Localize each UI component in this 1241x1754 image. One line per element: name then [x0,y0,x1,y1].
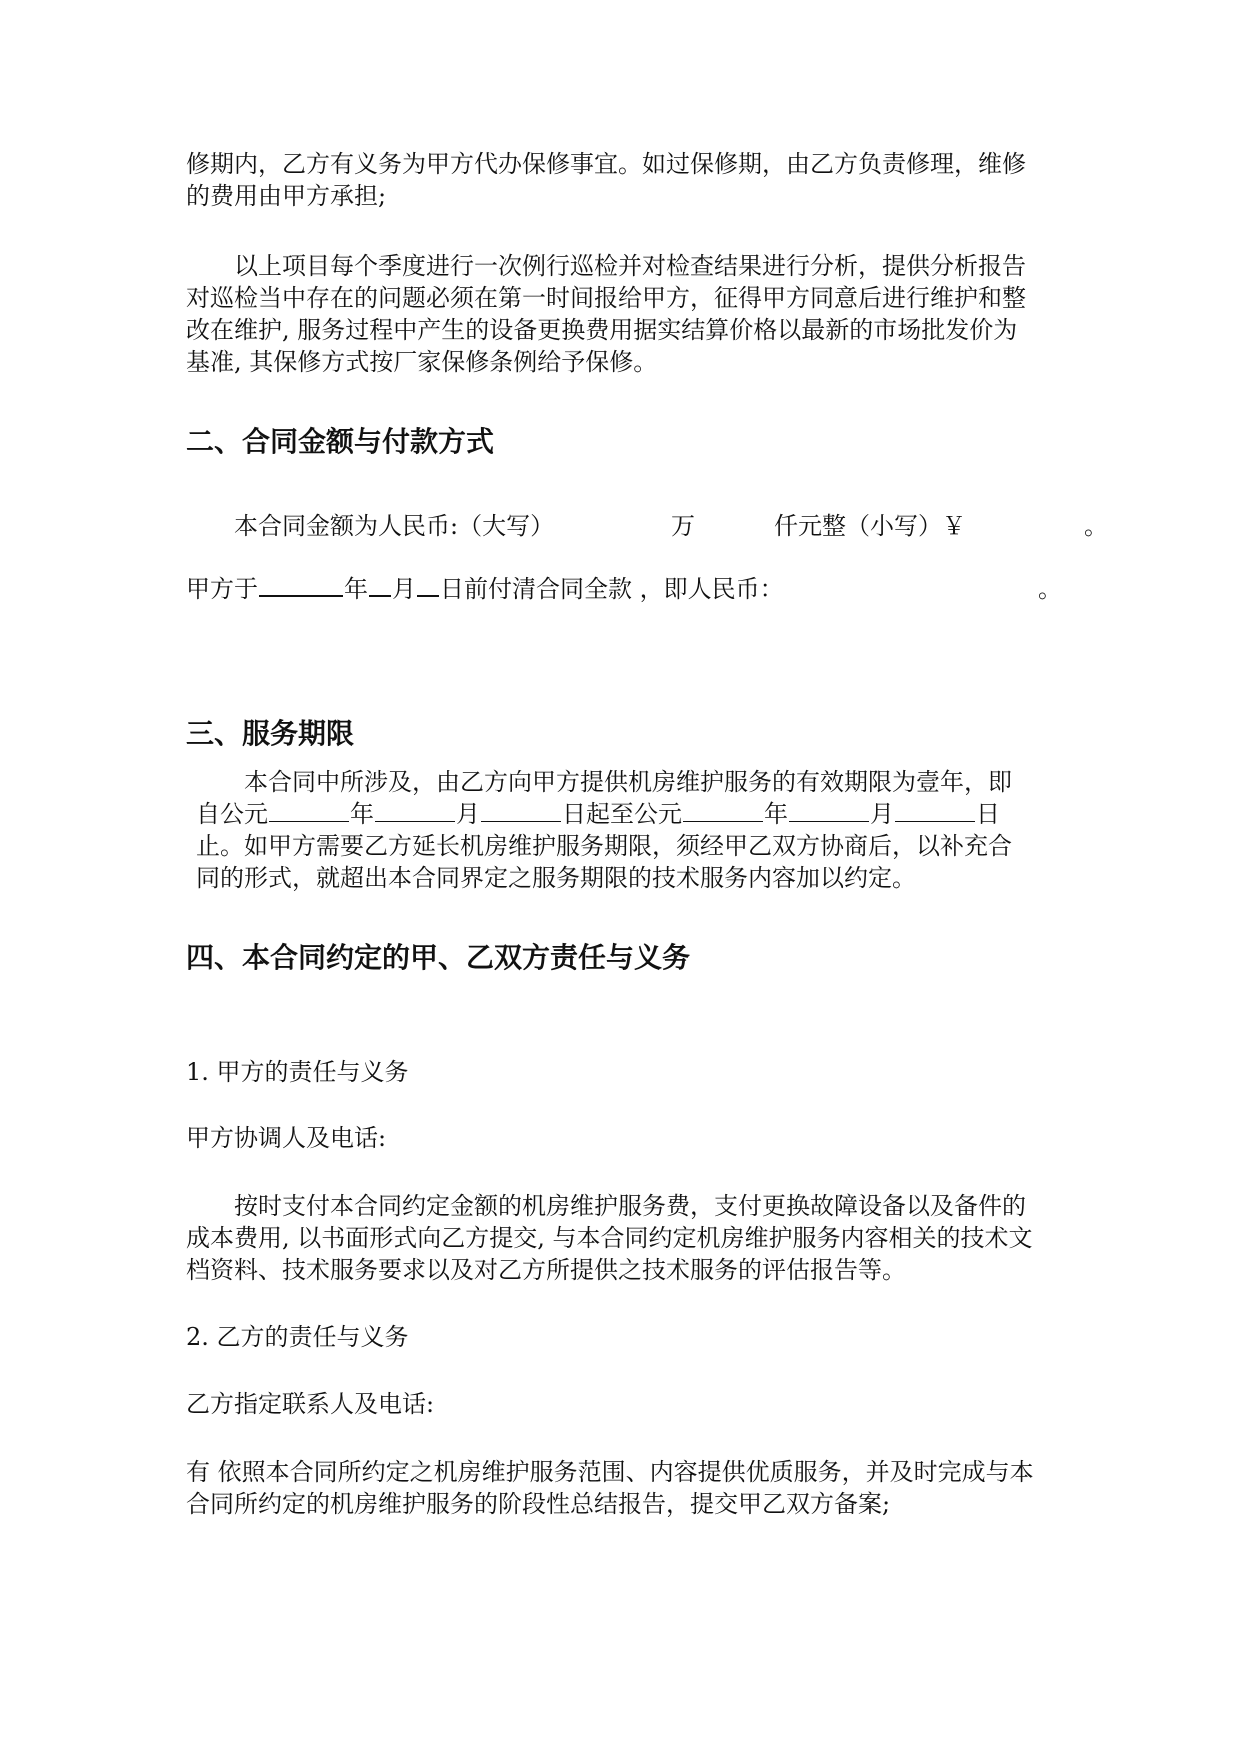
term-year2: 年 [764,800,788,828]
term-month: 月 [456,800,480,828]
pay-month-blank [369,573,391,597]
party-a-contact: 甲方协调人及电话: [186,1124,387,1152]
term-year-blank [269,799,349,822]
party-b-heading: 2. 乙方的责任与义务 [186,1323,409,1351]
term-month-blank [375,799,455,822]
amount-end: 。 [1084,512,1108,540]
term-year: 年 [350,800,374,828]
pay-day: 日前付清合同全款 ，即人民币： [440,575,784,603]
party-a-heading: 1. 甲方的责任与义务 [186,1058,409,1086]
inspection-line-2: 对巡检当中存在的问题必须在第一时间报给甲方，征得甲方同意后进行维护和整 [186,284,1026,312]
warranty-line-1: 修期内，乙方有义务为甲方代办保修事宜。如过保修期，由乙方负责修理，维修 [186,150,1026,178]
pay-year-blank [259,573,343,597]
pay-year: 年 [344,575,368,603]
term-day2: 日 [976,800,1000,828]
section-4-title: 四、本合同约定的甲、乙双方责任与义务 [186,941,691,974]
term-from: 自公元 [196,800,268,828]
pay-end: 。 [1038,575,1062,603]
term-line-1: 本合同中所涉及，由乙方向甲方提供机房维护服务的有效期限为壹年，即 [244,768,1012,796]
term-month2-blank [789,799,869,822]
pay-prefix: 甲方于 [186,575,258,603]
term-day-to: 日起至公元 [562,800,682,828]
party-a-line-2: 成本费用, 以书面形式向乙方提交, 与本合同约定机房维护服务内容相关的技术文 [186,1224,1033,1252]
inspection-line-1: 以上项目每个季度进行一次例行巡检并对检查结果进行分析，提供分析报告 [234,252,1026,280]
warranty-line-2: 的费用由甲方承担; [186,182,387,210]
term-line-3: 止。如甲方需要乙方延长机房维护服务期限，须经甲乙双方协商后，以补充合 [196,832,1012,860]
term-year2-blank [683,799,763,822]
term-day2-blank [895,799,975,822]
section-3-title: 三、服务期限 [186,717,355,750]
party-b-line-2: 合同所约定的机房维护服务的阶段性总结报告，提交甲乙双方备案; [186,1490,891,1518]
payment-line [186,573,1062,605]
inspection-line-3: 改在维护, 服务过程中产生的设备更换费用据实结算价格以最新的市场批发价为 [186,316,1018,344]
party-a-line-3: 档资料、技术服务要求以及对乙方所提供之技术服务的评估报告等。 [186,1256,906,1284]
amount-prefix: 本合同金额为人民币:（大写） [234,512,555,540]
amount-qian: 仟元整（小写）￥ [774,512,966,540]
party-b-contact: 乙方指定联系人及电话: [186,1390,435,1418]
amount-line [234,510,1108,542]
pay-month: 月 [392,575,416,603]
term-month2: 月 [870,800,894,828]
section-2-title: 二、合同金额与付款方式 [186,425,495,458]
term-day-blank [481,799,561,822]
inspection-line-4: 基准, 其保修方式按厂家保修条例给予保修。 [186,348,658,376]
term-line-4: 同的形式，就超出本合同界定之服务期限的技术服务内容加以约定。 [196,864,916,892]
party-a-line-1: 按时支付本合同约定金额的机房维护服务费，支付更换故障设备以及备件的 [234,1192,1026,1220]
term-line-2 [196,798,1000,830]
pay-day-blank [417,573,439,597]
party-b-line-1: 有 依照本合同所约定之机房维护服务范围、内容提供优质服务，并及时完成与本 [186,1458,1034,1486]
amount-wan: 万 [671,512,695,540]
